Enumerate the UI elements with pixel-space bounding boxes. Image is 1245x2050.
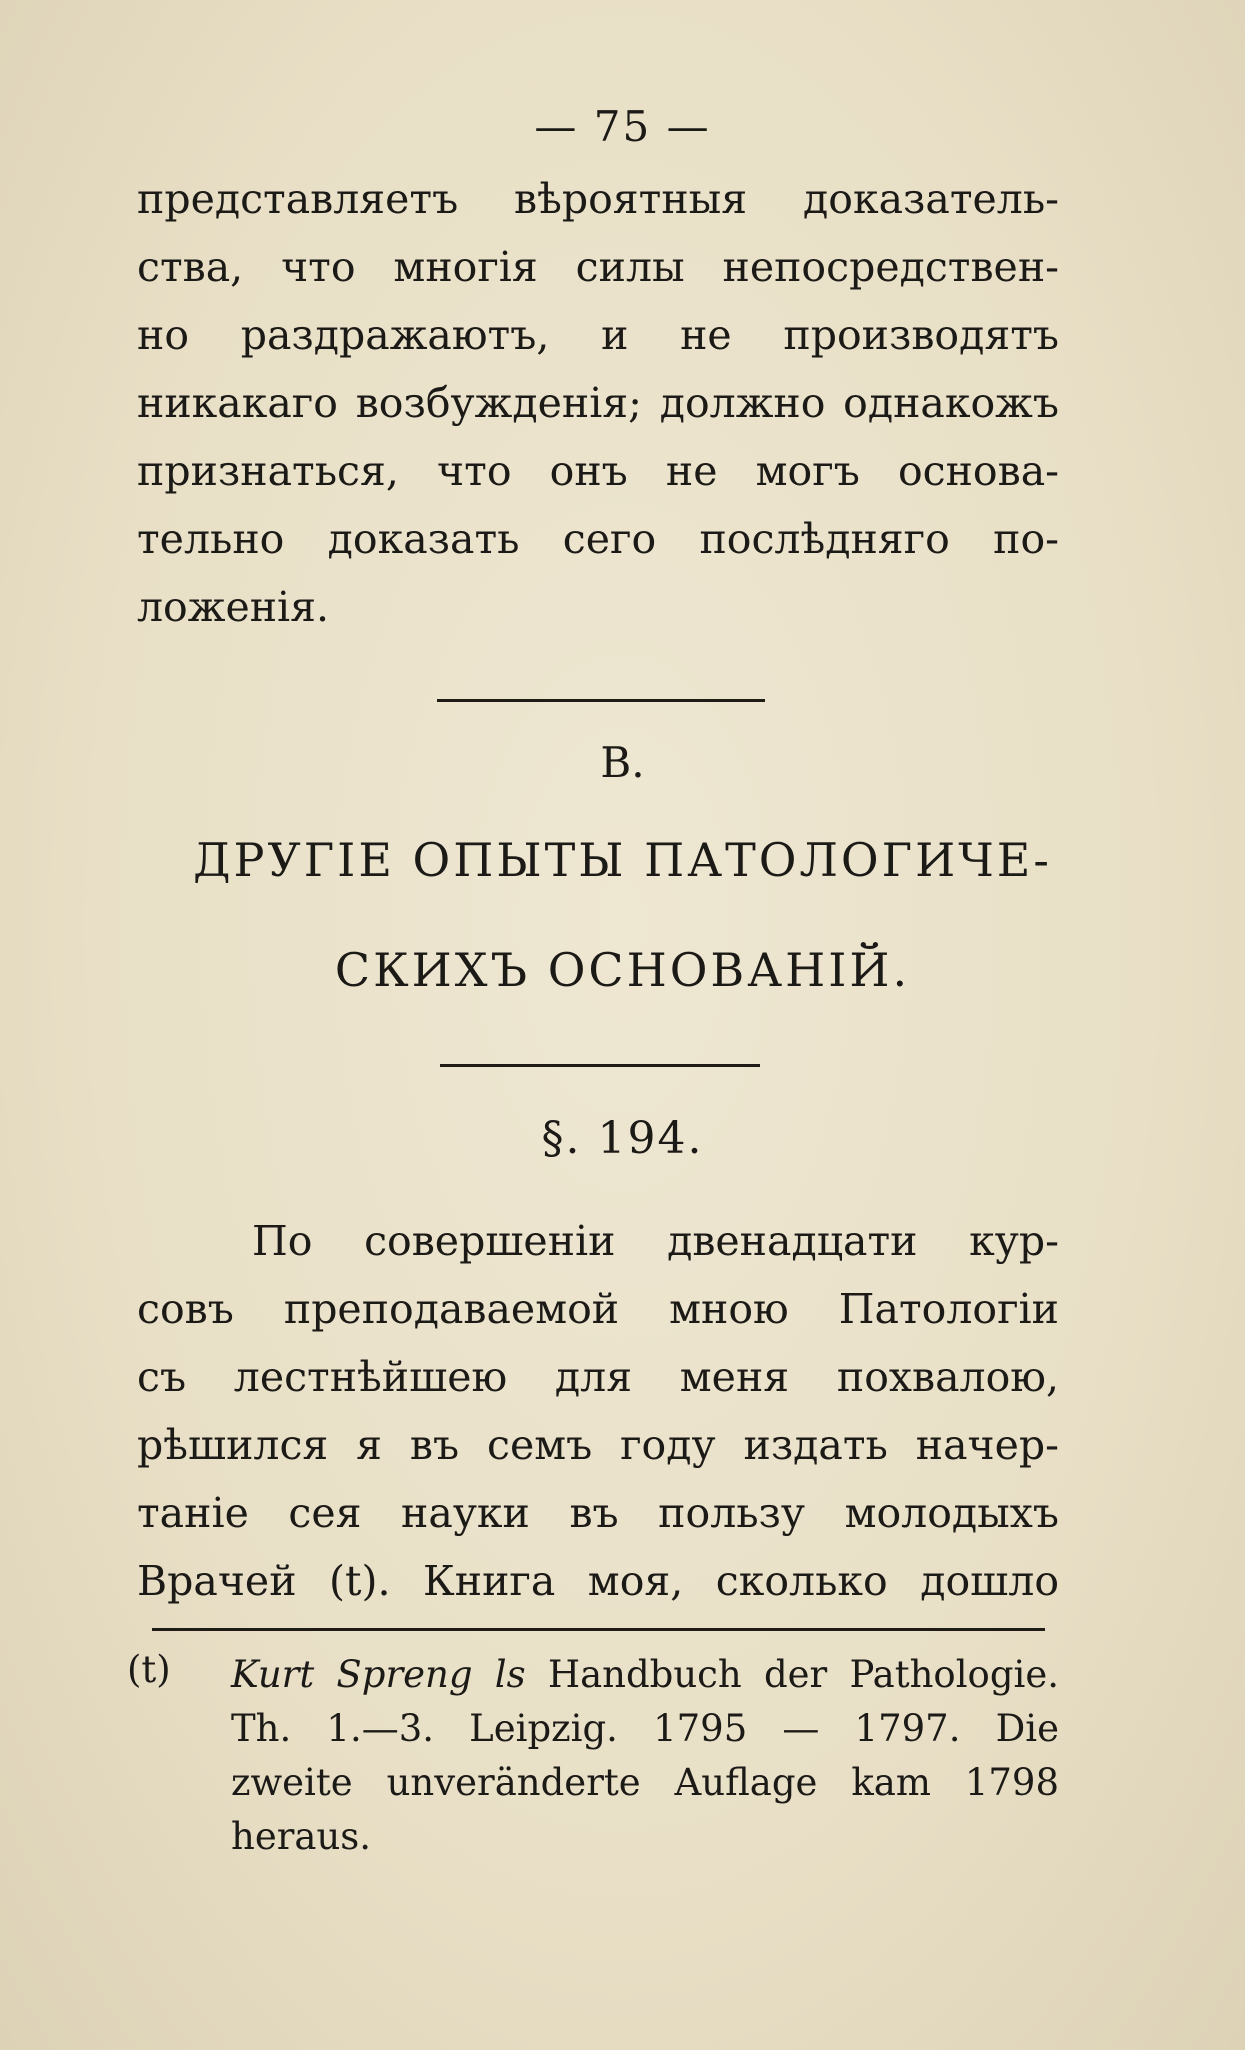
- text-line: но раздражаютъ, и не производятъ: [137, 311, 1059, 359]
- footnote-line: zweite unveränderte Auflage kam 1798: [231, 1761, 1059, 1804]
- footnote-line: heraus.: [231, 1815, 372, 1858]
- text-line: рѣшился я въ семъ году издать начер-: [137, 1421, 1059, 1469]
- footnote-text: [231, 1648, 1059, 1864]
- main-paragraph: [137, 1207, 1059, 1615]
- text-line: По совершеніи двенадцати кур-: [252, 1217, 1059, 1265]
- text-line: ложенія.: [137, 583, 330, 631]
- footnote-author: Kurt Spreng ls: [231, 1653, 526, 1696]
- text-line: Врачей (t). Книга моя, сколько дошло: [137, 1557, 1059, 1605]
- section-heading-line-2: СКИХЪ ОСНОВАНІЙ.: [334, 943, 911, 997]
- footnote-line: Th. 1.—3. Leipzig. 1795 — 1797. Die: [231, 1707, 1059, 1750]
- footnote-title: Handbuch der Pathologie.: [547, 1653, 1059, 1696]
- text-line: никакаго возбужденія; должно однакожъ: [137, 379, 1059, 427]
- text-line: представляетъ вѣроятныя доказатель-: [137, 175, 1059, 223]
- section-number: §. 194.: [541, 1113, 704, 1164]
- text-line: признаться, что онъ не могъ основа-: [137, 447, 1059, 495]
- section-divider-bottom: [440, 1064, 760, 1067]
- text-line: таніе сея науки въ пользу молодыхъ: [137, 1489, 1059, 1537]
- text-line: тельно доказать сего послѣдняго по-: [137, 515, 1059, 563]
- text-line: ства, что многія силы непосредствен-: [137, 243, 1059, 291]
- section-divider-top: [437, 699, 765, 702]
- section-letter: B.: [600, 738, 645, 787]
- page-number: — 75 —: [534, 102, 711, 151]
- section-heading-line-1: ДРУГІЕ ОПЫТЫ ПАТОЛОГИЧЕ-: [193, 833, 1052, 887]
- footnote-line: [231, 1648, 1059, 1702]
- footnote-rule: [152, 1628, 1045, 1631]
- text-line: съ лестнѣйшею для меня похвалою,: [137, 1353, 1059, 1401]
- top-paragraph: [137, 165, 1059, 641]
- text-line: совъ преподаваемой мною Патологіи: [137, 1285, 1059, 1333]
- footnote-marker: (t): [127, 1648, 171, 1691]
